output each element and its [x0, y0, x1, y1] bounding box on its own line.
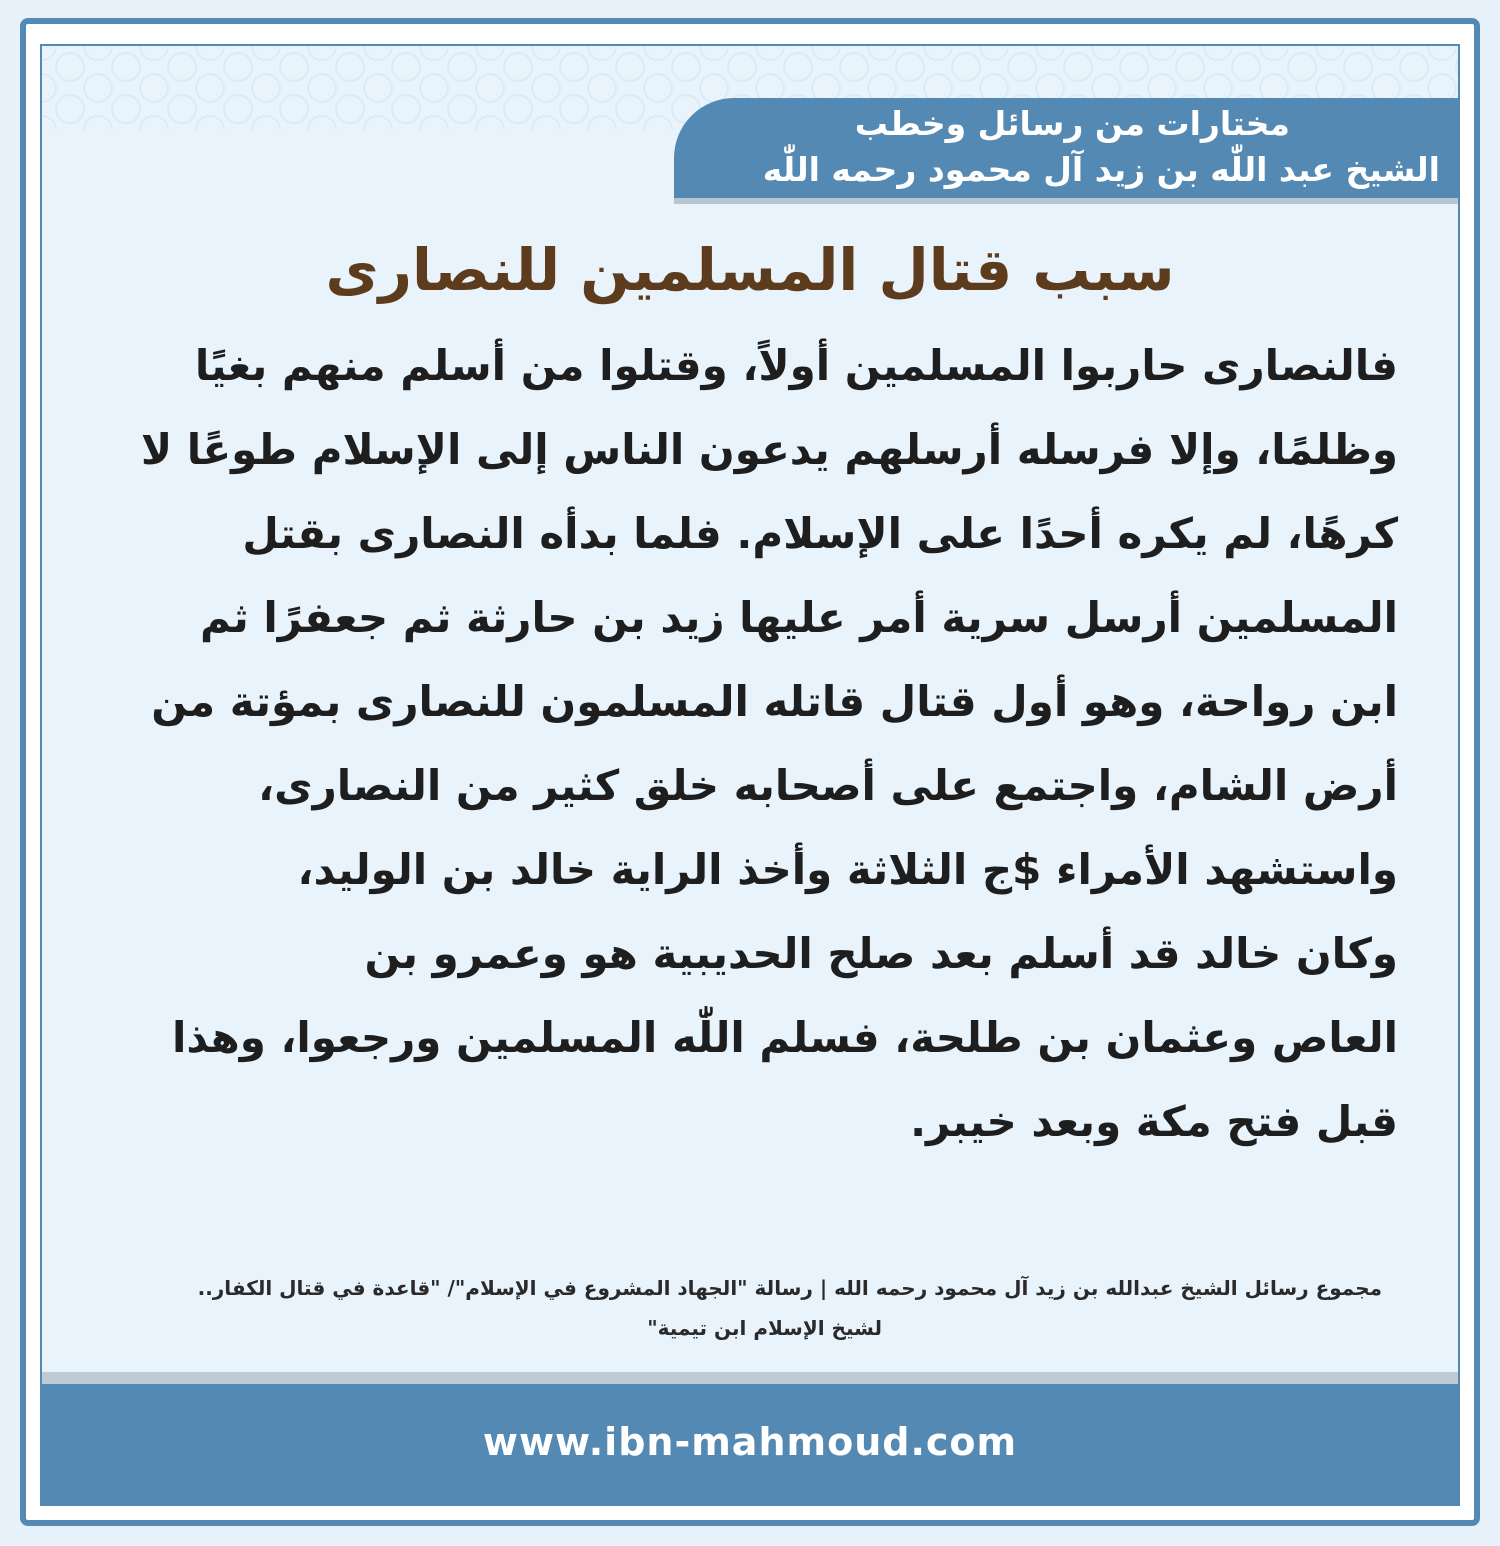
body-line: العاص وعثمان بن طلحة، فسلم اللّٰه المسلمين ورجعوا، وهذا — [171, 1013, 1398, 1062]
page-title: سبب قتال المسلمين للنصارى — [325, 236, 1175, 304]
body-line: وكان خالد قد أسلم بعد صلح الحديبية هو وعمرو بن — [364, 929, 1398, 978]
source-line: مجموع رسائل الشيخ عبدالله بن زيد آل محمود رحمه الله | رسالة "الجهاد المشروع في الإسلام"/ "قاعدة في قتال الكفار.. — [197, 1276, 1382, 1300]
body-line: وظلمًا، وإلا فرسله أرسلهم يدعون الناس إلى الإسلام طوعًا لا — [140, 425, 1398, 474]
body-line: كرهًا، لم يكره أحدًا على الإسلام. فلما بدأه النصارى بقتل — [242, 509, 1398, 558]
header-subtitle: مختارات من رسائل وخطب — [854, 104, 1290, 143]
header-author: الشيخ عبد اللّٰه بن زيد آل محمود رحمه اللّٰه — [762, 150, 1440, 189]
body-line: واستشهد الأمراء $ج الثلاثة وأخذ الراية خالد بن الوليد، — [297, 845, 1398, 894]
source-line: لشيخ الإسلام ابن تيمية" — [647, 1316, 882, 1340]
header-banner — [674, 98, 1458, 198]
footer-divider — [42, 1372, 1458, 1384]
footer-bar — [42, 1384, 1458, 1506]
body-line: قبل فتح مكة وبعد خيبر. — [910, 1097, 1398, 1146]
body-line: ابن رواحة، وهو أول قتال قاتله المسلمون للنصارى بمؤتة من — [151, 677, 1398, 726]
body-line: فالنصارى حاربوا المسلمين أولاً، وقتلوا من أسلم منهم بغيًا — [194, 341, 1398, 390]
body-line: المسلمين أرسل سرية أمر عليها زيد بن حارثة ثم جعفرًا ثم — [200, 593, 1398, 642]
source-citation — [102, 1268, 1382, 1348]
body-paragraph — [108, 324, 1398, 1164]
body-line: أرض الشام، واجتمع على أصحابه خلق كثير من النصارى، — [258, 761, 1398, 810]
card — [40, 44, 1460, 1506]
website-link[interactable]: www.ibn-mahmoud.com — [482, 1420, 1018, 1464]
